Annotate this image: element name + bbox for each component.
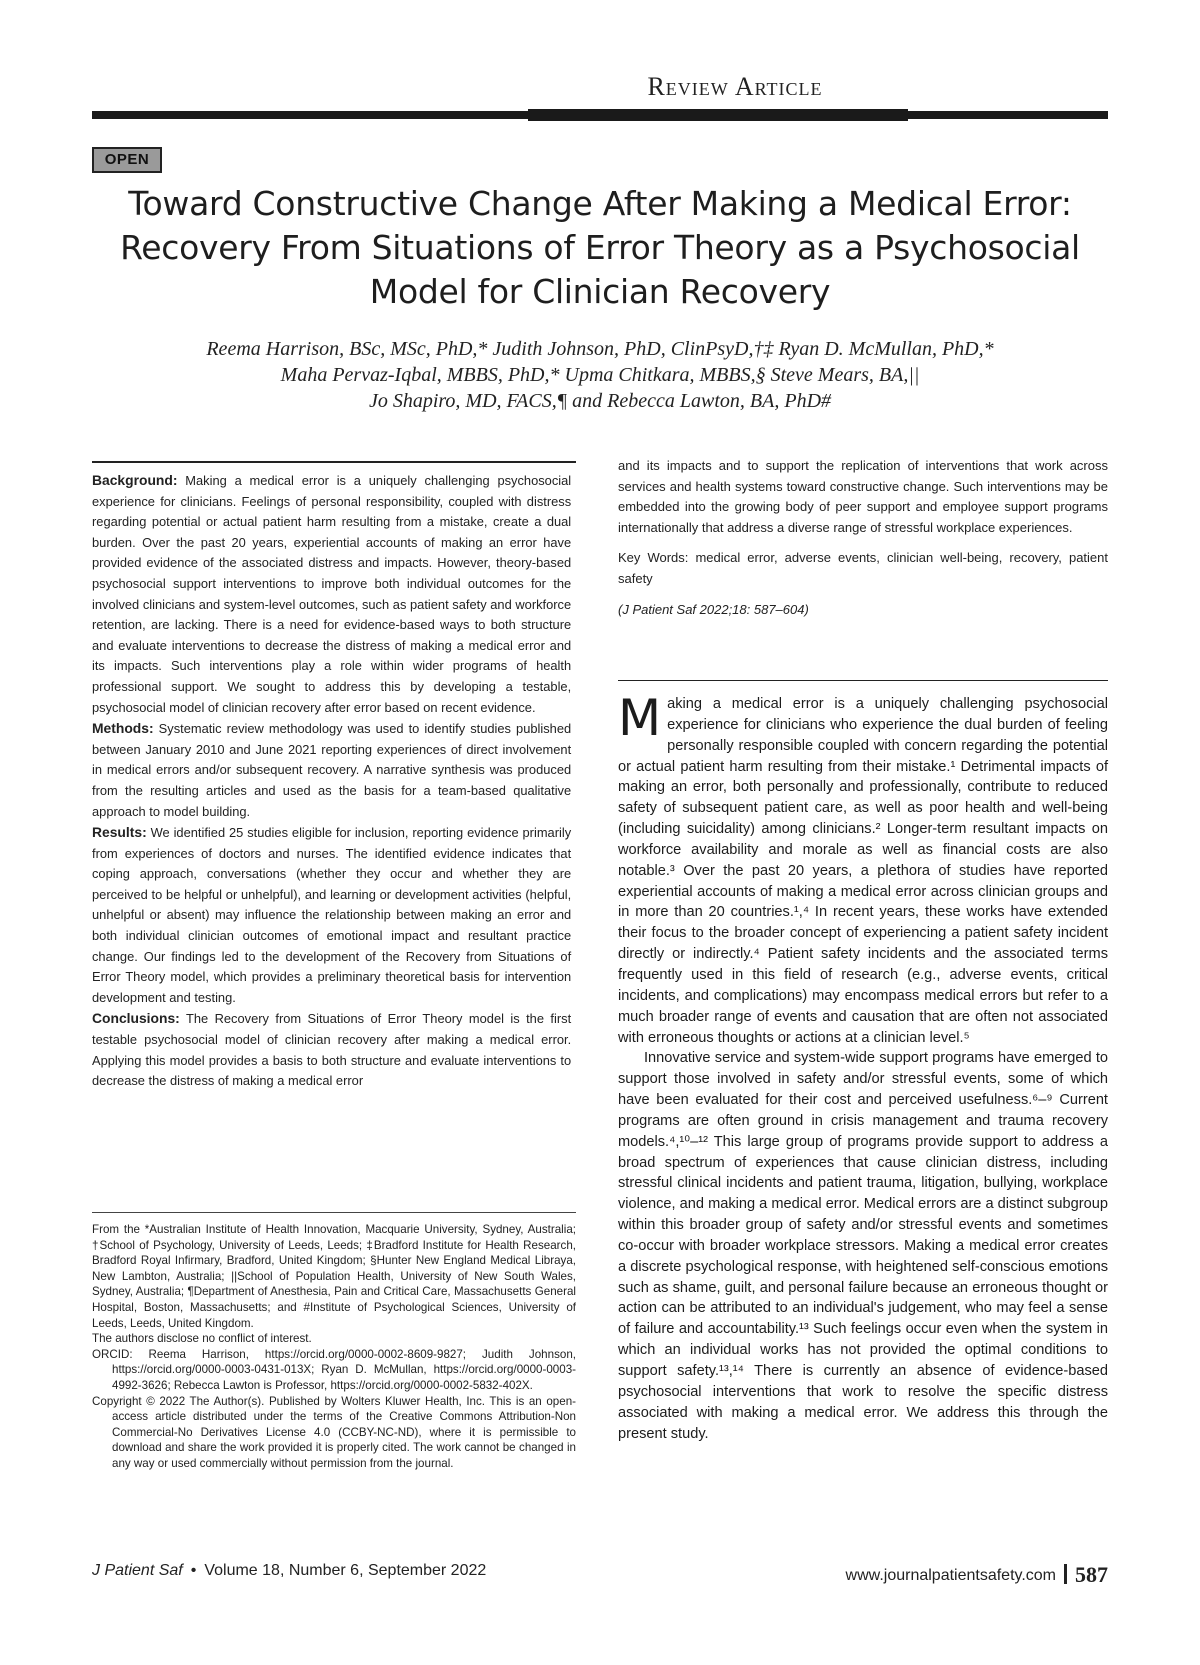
- abstract-right-column: [618, 456, 1108, 630]
- footer-journal-info: [92, 1562, 486, 1580]
- footer-issue: Volume 18, Number 6, September 2022: [204, 1562, 487, 1579]
- abstract-background-label: Background:: [92, 472, 178, 488]
- footnote-copyright: Copyright © 2022 The Author(s). Published by Wolters Kluwer Health, Inc. This is an open-access article distributed under the terms of the Creative Commons Attribution-Non Commercial-No Derivatives License 4.0 (CCBY-NC-ND), where it is permissible to download and share the work provided it is properly cited. The work cannot be changed in any way or used commercially without permission from the journal.: [92, 1394, 576, 1470]
- abstract-methods-label: Methods:: [92, 720, 154, 737]
- author-line: Jo Shapiro, MD, FACS,¶ and Rebecca Lawton, BA, PhD#: [368, 390, 832, 412]
- footnote-conflict: The authors disclose no conflict of interest.: [92, 1332, 312, 1346]
- author-line: Reema Harrison, BSc, MSc, PhD,* Judith Johnson, PhD, ClinPsyD,†‡ Ryan D. McMullan, PhD,*: [206, 338, 994, 360]
- abstract-bottom-rule: [618, 680, 1108, 681]
- footer-journal-name: J Patient Saf: [92, 1562, 183, 1579]
- body-text: [618, 689, 1108, 1444]
- body-paragraph: Innovative service and system-wide support programs have emerged to support those involved in safety and/or stressful events, some of which have been evaluated for their cost and perceived usefulness.⁶–⁹ Current programs are often ground in crisis management and trauma recovery models.⁴,¹⁰–¹² This large group of programs provide support to address a broad spectrum of experiences that cause clinician distress, including stressful clinical incidents and patient trauma, litigation, bullying, workplace violence, and making a medical error. Medical errors are a distinct subgroup within this broader group of safety and/or stressful events and sometimes co-occur with broader workplace stressors. Making a medical error creates a discrete psychological response, with heightened self-conscious emotions such as shame, guilt, and personal failure because an erroneous thought or action can be attributed to an individual's judgement, who may feel a sense of failure and accountability.¹³ Such feelings occur even when the system in which an individual works has not provided the optimal conditions to support safety.¹³,¹⁴ There is currently an absence of evidence-based psychosocial interventions that work to resolve the specific distress associated with making a medical error. We address this through the present study.: [618, 1050, 1108, 1442]
- abstract-top-rule: [92, 461, 576, 463]
- footnote-affiliations: From the *Australian Institute of Health Innovation, Macquarie University, Sydney, Australia; †School of Psychology, University of Leeds, Leeds; ‡Bradford Institute for Health Research, Bradford Royal Infirmary, Bradford, United Kingdom; §Hunter New England Medical Libraya, New Lambton, Australia; ||School of Population Health, University of New South Wales, Sydney, Australia; ¶Department of Anesthesia, Pain and Critical Care, Massachusetts General Hospital, Boston, Massachusetts; and #Institute of Psychological Sciences, University of Leeds, Leeds, United Kingdom.: [92, 1223, 576, 1330]
- keywords-text: medical error, adverse events, clinician well-being, recovery, patient safety: [618, 550, 1108, 586]
- abstract-conclusions-text: The Recovery from Situations of Error Theory model is the first testable psychosocial model of clinician recovery after making a medical error. Applying this model provides a basis to both structure and evaluate interventions to decrease the distress of making a medical error: [92, 1011, 572, 1089]
- author-list: [92, 336, 1108, 414]
- page-footer: [92, 1562, 1108, 1586]
- keywords-label: Key Words:: [618, 550, 689, 566]
- keywords: [618, 548, 1108, 589]
- abstract-conclusions-label: Conclusions:: [92, 1010, 180, 1027]
- abstract-conclusions: [92, 1008, 571, 1091]
- article-title: Toward Constructive Change After Making a Medical Error: Recovery From Situations of Error Theory as a Psychosocial Model for Clinician Recovery: [120, 184, 1080, 311]
- body-paragraph: [618, 689, 1108, 1048]
- footer-bullet: •: [190, 1562, 197, 1579]
- abstract-methods-text: Systematic review methodology was used to identify studies published between January 2010 and June 2021 reporting experiences of direct involvement in medical errors and/or subsequent recovery. A narrative synthesis was produced from the resulting articles and used as the basis for a team-based qualitative approach to model building.: [92, 721, 572, 819]
- abstract-continued: and its impacts and to support the replication of interventions that work across services and health systems toward constructive change. Such interventions may be embedded into the growing body of peer support and employee support programs internationally that address a diverse range of stressful workplace experiences.: [618, 458, 1108, 535]
- footnote-rule: [92, 1212, 576, 1213]
- abstract-background: [92, 470, 571, 718]
- abstract-background-text: Making a medical error is a uniquely challenging psychosocial experience for clinicians. Feelings of personal responsibility, coupled with distress regarding potential or actual patient harm resulting from a mistake, create a dual burden. Over the past 20 years, experiential accounts of making an error have provided evidence of the associated distress and impacts. However, theory-based psychosocial support interventions to improve both individual outcomes for the involved clinicians and system-level outcomes, such as patient safety and workforce retention, are lacking. There is a need for evidence-based ways to both structure and evaluate interventions to decrease the distress of making a medical error and its impacts. Such interventions play a role within wider programs of health professional support. We sought to address this by developing a testable, psychosocial model of clinician recovery after error based on recent evidence.: [92, 473, 572, 715]
- header-rule-accent: [528, 109, 908, 121]
- author-line: Maha Pervaz-Iqbal, MBBS, PhD,* Upma Chitkara, MBBS,§ Steve Mears, BA,||: [280, 364, 920, 386]
- abstract-results-text: We identified 25 studies eligible for inclusion, reporting evidence primarily from experiences of doctors and nurses. The identified evidence indicates that coping approach, conversations (whether they occur and whether they are perceived to be helpful or unhelpful), and learning or development activities (helpful, unhelpful or absent) may influence the relationship between making an error and both individual clinician outcomes of emotional impact and resultant practice change. Our findings led to the development of the Recovery from Situations of Error Theory model, which provides a preliminary theoretical basis for intervention development and testing.: [92, 825, 572, 1005]
- abstract-results-label: Results:: [92, 824, 147, 841]
- abstract-left-column: [92, 470, 571, 1092]
- footer-divider: [1064, 1564, 1067, 1584]
- page-number: 587: [1075, 1562, 1108, 1587]
- article-citation: (J Patient Saf 2022;18: 587–604): [618, 601, 809, 617]
- body-paragraph-text: aking a medical error is a uniquely challenging psychosocial experience for clinicians who experience the dual burden of feeling personally responsible coupled with concern regarding the potential or actual patient harm resulting from their mistake.¹ Detrimental impacts of making an error, both personally and professionally, contribute to reduced safety of subsequent patient care, as well as poor health and well-being (including suicidality) among clinicians.² Longer-term resultant impacts on workforce availability and morale as well as financial costs are also notable.³ Over the past 20 years, a plethora of studies have reported experiential accounts of making a medical error across clinician groups and in more than 20 countries.¹,⁴ In recent years, these works have extended their focus to the broader concept of experiencing a patient safety incident directly or indirectly.⁴ Patient safety incidents and the associated terms frequently used in this field of research (e.g., adverse events, critical incidents, and complications) may encompass medical errors but refer to a much broader range of events and causation that are often not associated with erroneous thoughts or actions at a clinician level.⁵: [618, 696, 1108, 1046]
- footer-website-link[interactable]: www.journalpatientsafety.com: [845, 1567, 1056, 1584]
- footnotes: [92, 1222, 576, 1472]
- open-access-badge: OPEN: [92, 147, 162, 173]
- footnote-orcid: ORCID: Reema Harrison, https://orcid.org/0000-0002-8609-9827; Judith Johnson, https://orcid.org/0000-0003-0431-013X; Ryan D. McMullan, https://orcid.org/0000-0003-4992-3626; Rebecca Lawton is Professor, https://orcid.org/0000-0002-5832-402X.: [92, 1347, 576, 1392]
- drop-cap: M: [618, 689, 662, 747]
- abstract-methods: [92, 718, 571, 822]
- footer-page-info: [846, 1562, 1108, 1588]
- abstract-results: [92, 822, 571, 1008]
- section-label: Review Article: [647, 72, 823, 101]
